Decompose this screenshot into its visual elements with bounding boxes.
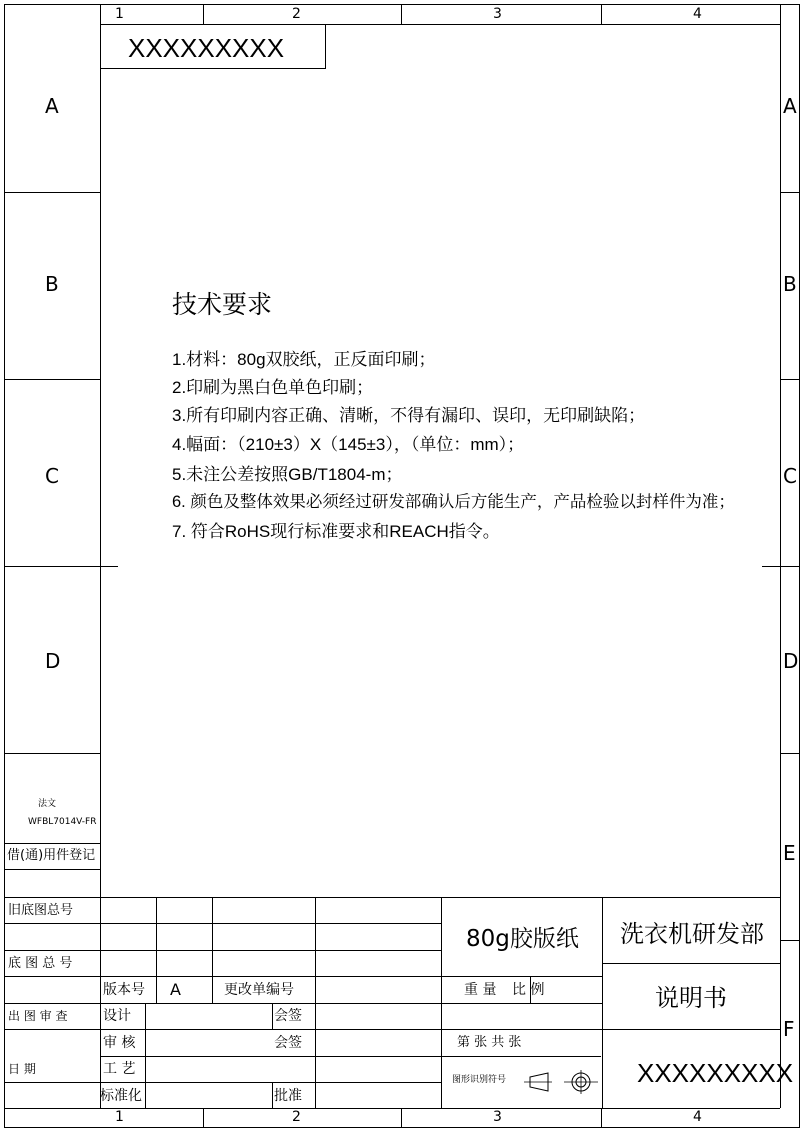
release-review-label: 出 图 审 查 bbox=[8, 1009, 68, 1023]
requirements-title: 技术要求 bbox=[172, 290, 273, 319]
tb-line bbox=[4, 1003, 602, 1004]
frame-right-edge bbox=[799, 4, 800, 1127]
change-order-label: 更改单编号 bbox=[224, 982, 294, 998]
tb-line bbox=[4, 897, 780, 898]
zone-col-3-bottom: 3 bbox=[493, 1109, 502, 1125]
col-divider bbox=[601, 4, 602, 24]
row-divider bbox=[780, 753, 799, 754]
row-divider bbox=[4, 843, 100, 844]
tb-line bbox=[602, 1029, 780, 1030]
frame-top-edge bbox=[4, 4, 800, 5]
zone-col-4-top: 4 bbox=[693, 6, 702, 22]
countersign-label: 会签 bbox=[274, 1008, 302, 1024]
tb-vline bbox=[145, 1003, 146, 1108]
language-label: 法文 bbox=[38, 799, 57, 809]
requirement-item: 5.未注公差按照GB/T1804-m； bbox=[172, 465, 403, 484]
row-divider bbox=[4, 379, 100, 380]
tb-line bbox=[780, 940, 799, 941]
zone-col-2-bottom: 2 bbox=[292, 1109, 301, 1125]
countersign-label: 会签 bbox=[274, 1035, 302, 1051]
tb-vline bbox=[602, 897, 603, 1108]
old-base-drawing-no-label: 旧底图总号 bbox=[8, 903, 74, 918]
base-drawing-no-label: 底 图 总 号 bbox=[8, 956, 73, 971]
requirement-item: 4.幅面：（210±3）X（145±3），（单位：mm）； bbox=[172, 435, 525, 454]
document-type: 说明书 bbox=[655, 984, 727, 1012]
standardization-label: 标准化 bbox=[100, 1088, 142, 1104]
col-divider bbox=[203, 4, 204, 24]
tb-vline bbox=[272, 1003, 273, 1029]
zone-row-c-right: C bbox=[783, 464, 797, 488]
col-divider bbox=[601, 1108, 602, 1127]
tb-vline bbox=[156, 897, 157, 1003]
col-divider bbox=[203, 1108, 204, 1127]
row-divider bbox=[762, 566, 799, 567]
tb-line bbox=[4, 976, 602, 977]
zone-row-f-right: F bbox=[783, 1017, 795, 1041]
tb-vline bbox=[315, 897, 316, 1108]
tb-vline bbox=[100, 897, 101, 1108]
process-label: 工 艺 bbox=[103, 1061, 136, 1077]
zone-col-2-top: 2 bbox=[292, 6, 301, 22]
tb-vline bbox=[272, 1082, 273, 1108]
row-divider bbox=[4, 753, 100, 754]
requirement-item: 7. 符合RoHS现行标准要求和REACH指令。 bbox=[172, 522, 500, 541]
requirement-item: 2.印刷为黑白色单色印刷； bbox=[172, 378, 374, 397]
register-label: 借(通)用件登记 bbox=[7, 848, 96, 863]
zone-col-1-top: 1 bbox=[115, 6, 124, 22]
requirement-item: 3.所有印刷内容正确、清晰，不得有漏印、误印，无印刷缺陷； bbox=[172, 406, 646, 425]
tb-line bbox=[4, 1029, 602, 1030]
tb-line bbox=[4, 950, 441, 951]
zone-col-4-bottom: 4 bbox=[693, 1109, 702, 1125]
frame-inner-left bbox=[100, 4, 101, 897]
weight-label: 重 量 bbox=[464, 982, 497, 998]
sheet-count-label: 第 张 共 张 bbox=[457, 1035, 522, 1050]
drawing-code: XXXXXXXXX bbox=[128, 33, 285, 63]
version-value: A bbox=[170, 980, 181, 999]
frame-bottom-edge bbox=[4, 1127, 800, 1128]
review-label: 审 核 bbox=[103, 1035, 136, 1051]
requirement-item: 1.材料：80g双胶纸，正反面印刷； bbox=[172, 350, 436, 369]
tb-line bbox=[100, 1082, 441, 1083]
tb-line bbox=[602, 963, 780, 964]
date-label: 日 期 bbox=[8, 1062, 36, 1076]
tb-vline bbox=[212, 897, 213, 1003]
zone-row-e-right: E bbox=[783, 841, 796, 865]
document-code: XXXXXXXXX bbox=[637, 1058, 794, 1088]
row-divider bbox=[780, 379, 799, 380]
zone-col-1-bottom: 1 bbox=[115, 1109, 124, 1125]
col-divider bbox=[401, 4, 402, 24]
scale-label: 比 例 bbox=[512, 982, 545, 998]
row-divider bbox=[780, 192, 799, 193]
zone-col-3-top: 3 bbox=[493, 6, 502, 22]
material-spec: 80g胶版纸 bbox=[466, 926, 579, 952]
row-divider bbox=[4, 566, 118, 567]
model-number: WFBL7014V-FR bbox=[28, 817, 97, 827]
col-divider bbox=[401, 1108, 402, 1127]
requirement-item: 6. 颜色及整体效果必须经过研发部确认后方能生产，产品检验以封样件为准； bbox=[172, 493, 735, 511]
row-divider bbox=[4, 192, 100, 193]
tb-line bbox=[100, 1056, 601, 1057]
projection-symbol-icon bbox=[520, 1069, 600, 1095]
design-label: 设计 bbox=[103, 1008, 131, 1024]
projection-symbol-label: 图形识别符号 bbox=[452, 1075, 507, 1085]
frame-inner-right bbox=[780, 4, 781, 1108]
zone-row-a-right: A bbox=[783, 94, 797, 118]
zone-row-a-left: A bbox=[45, 94, 59, 118]
tb-line bbox=[4, 1082, 100, 1083]
approve-label: 批准 bbox=[274, 1088, 302, 1104]
row-divider bbox=[4, 869, 100, 870]
zone-row-d-right: D bbox=[783, 649, 799, 673]
zone-row-b-left: B bbox=[45, 272, 59, 296]
department-name: 洗衣机研发部 bbox=[620, 920, 764, 948]
zone-row-b-right: B bbox=[783, 272, 797, 296]
zone-row-d-left: D bbox=[45, 649, 61, 673]
tb-vline bbox=[441, 897, 442, 1108]
version-label: 版本号 bbox=[103, 982, 145, 998]
zone-row-c-left: C bbox=[45, 464, 59, 488]
tb-line bbox=[4, 923, 441, 924]
